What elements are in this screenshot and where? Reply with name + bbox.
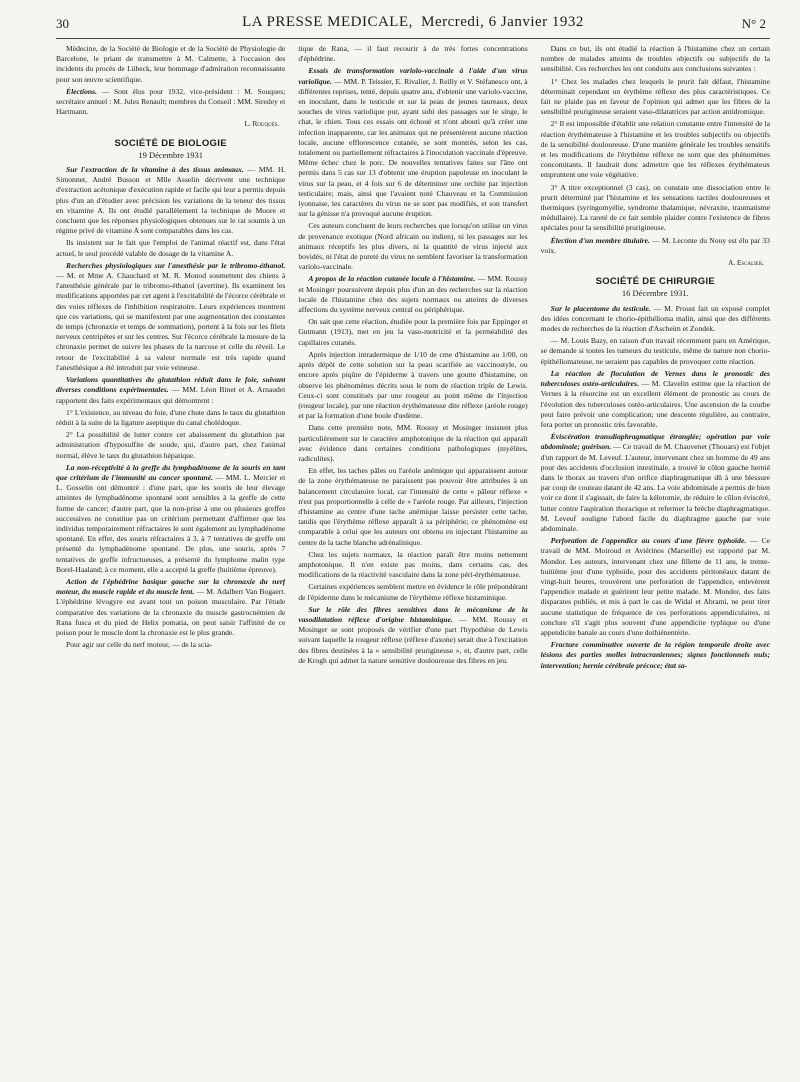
paragraph: Médecine, de la Société de Biologie et de la Société de Physiologie de Barcelone, le priant de transmettre à M. Calmette, à l'occasion des incidents du procès de Lübeck, leur hommage d'admiration reconnaissante pour son œuvre scientifique. (56, 44, 286, 84)
paragraph (56, 463, 285, 575)
paragraph (298, 274, 527, 315)
article-text: — M. Adalbert Van Bogaert. L'éphédrine lévogyre est avant tout un poison musculaire. Par l'étude comparative des variations de la chronaxie du muscle gastrocnémien de Rana fusca et du pied de Helix pomatia, on peut saisir l'affinité de ce poison pour le muscle dont la chronaxie est le plus grande. (56, 587, 286, 637)
paragraph: En effet, les taches pâles ou l'aréole anémique qui apparaissent autour de la zone érythémateuse ne paraissent pas pouvoir être attribuées à un balancement circulatoire local, car l'intensité de cette « pâleur réflexe » n'est pas proportionnelle à celle de « l'aréole rouge. Par ailleurs, l'injection d'histamine au centre d'une tache anémique laisse persister cette tache, tandis que l'érythème réflexe apparaît à sa périphérie; ce phénomène est comparable à celui que les auteurs ont obtenu en injectant l'histamine au centre de la tache blanche adrénalinique. (298, 466, 528, 547)
article-text: — Ce travail de MM. Moiroud et Aviérinos (Marseille) est rapporté par M. Mondor. Les auteurs, intervenant chez une fillette de 11 ans, le trente-huitième jour d'une typhoïde, pour des accidents péritonéaux datant de vingt-huit heures, trouvèrent une perforation de l'appendice, enlevèrent l'appendice malade et guérirent leur petite malade. M. Mondor, des faits disparates publiés, et mis à part le cas de Widal et Abrami, ne peut tirer aucune statistique de fréquence de ces perforations appendiculaires, ni conclure s'il s'agit plus souvent d'une appendicite typhique ou d'une appendicite banale au cours d'une dothiénentérie. (540, 536, 770, 637)
paragraph (541, 536, 770, 638)
article-title: Fracture comminutive ouverte de la région temporale droite avec lésions des parties molles intracraniennes; signes fonctionnels nuls; intervention; hernie cérébrale précoce; état sa- (540, 640, 770, 670)
article-title: Variations quantitatives du glutathion réduit dans le foie, suivant diverses conditions expérimentales. (56, 375, 286, 395)
paragraph: 2° Il est impossible d'établir une relation constante entre l'intensité de la réaction érythémateuse à l'histamine et les troubles subjectifs ou objectifs de la sensibilité douloureuse. D'une manière générale les troubles sensitifs et les modifications de l'érythème réflexe ne sont que des phénomènes concomitants. Il faudrait donc admettre que les réflexes érythémateux empruntent une voie végétative. (540, 119, 770, 180)
column-2 (298, 44, 527, 1074)
paragraph: Dans cette première note, MM. Roussy et Mosinger insistent plus particulièrement sur le caractère amphotonique de la réaction qui apparaît avec évidence dans certaines conditions pathologiques (myélites, radiculites). (298, 423, 528, 463)
paragraph: Chez les sujets normaux, la réaction paraît être moins nettement amphotonique. Il n'en existe pas moins, dans certains cas, des modifications de la réactivité vasculaire dans la zone péri-érythémateuse. (298, 549, 528, 580)
article-text: — M. et Mme A. Chauchard et M. R. Monod soumettent des chiens à l'anesthésie générale par le tribromo-éthanol (avertine). Ils examinent les modifications apportées par cet agent à l'excitabilité de l'écorce cérébrale et des voies réflexes de l'inhibition respiratoire. Leurs expériences montrent que ces variations, qui se manifestent par une augmentation des constantes de temps (chronaxie et temps de sommation), portent à la fois sur les filets nerveux centripètes et sur les centres. Sur l'écorce cérébrale la mesure de la chronaxie permet de suivre les phases de la narcose et celle du réveil. Le retour de l'excitabilité à sa valeur normale est très rapide quand l'anesthésique a été introduit par voie veineuse. (56, 271, 286, 372)
section-date: 19 Décembre 1931 (138, 149, 203, 160)
article-text: — Sont élus pour 1932, vice-président : M. Souques; secrétaire annuel : M. Jules Renault; membres du Conseil : MM. Siredey et Hartmann. (56, 86, 286, 117)
paragraph (541, 369, 770, 430)
paragraph: 3° A titre exceptionnel (3 cas), on constate une dissociation entre le prurit déterminé par l'histamine et les sensations tactiles douloureuses et thermiques (syringomyélie, syndrome thalamique, névraxite, traumatisme médullaire). La rareté de ce fait semble plaider contre l'existence de fibres spéciales pour la sensibilité prurigineuse. (540, 182, 770, 233)
issue-number: N° 2 (741, 16, 766, 31)
issue-date: Mercredi, 6 Janvier 1932 (421, 14, 584, 30)
paragraph: 2° La possibilité de lutter contre cet abaissement du glutathion par administration d'hyposulfite de soude, qui, d'autre part, chez l'animal normal, élève le taux du glutathion hépatique. (56, 430, 286, 460)
article-text: — Ce travail de M. Chauvenet (Thouars) est l'objet d'un rapport de M. Leveuf. L'auteur, intervenant chez un homme de 49 ans pour des accidents d'occlusion intestinale, a trouvé le côlon gauche hernié dans le thorax au travers d'un orifice diaphragmatique dû à une blessure par coup de couteau datant de 42 ans. La voie abdominale a permis de bien voir ce dont il s'agissait, de faire la kélotomie, de réduire le côlon éviscéré, lutter contre l'aspiration thoracique et refermer la brèche diaphragmatique. M. Leveuf souligne l'abord facile du diaphragme gauche par voie abdominale. (540, 442, 770, 533)
newspaper-page (56, 12, 770, 1074)
article-title: La non-réceptivité à la greffe du lymphadénome de la souris en tant que critérium de l'immunité au cancer spontané. (56, 462, 286, 482)
signature: A. Escalier. (728, 259, 764, 268)
article-title: Sur le rôle des fibres sensitives dans le mécanisme de la vasodilatation réflexe d'origine histaminique. (298, 604, 528, 624)
paragraph (298, 605, 527, 666)
article-text: — MM. Roussy et Mosinger se sont proposés de vérifier d'une part l'hypothèse de Lewis suivant laquelle la rougeur réflexe (réflexe d'axone) serait due à l'excitation des fibres destinées à la « sensibilité prurigineuse », et, d'autre part, celle de Krogh qui admet la nature sensitive douloureuse des fibres en jeu. (298, 614, 528, 665)
article-text: — MM. P. Teissier, E. Rivalier, J. Reilly et V. Stéfanesco ont, à différentes reprises, tenté, depuis quatre ans, d'obtenir une variolo-vaccine, en inoculant, dans le testicule et sur la peau de jeunes taureaux, deux souches de virus variolique pur, ayant subi des passages sur le singe, le chat, le chien. Tous ces essais ont échoué et n'ont abouti qu'à créer une infection inapparente, car les animaux qui ne présentèrent aucune réaction locale, aucune efflorescence cutanée, se sont montrés, selon les cas, totalement ou partiellement réfractaires à l'inoculation vaccinale d'épreuve. Même échec chez le porc. De nouvelles tentatives faites sur l'âne ont permis dans 5 cas sur 13 d'obtenir une éruption papuleuse en inoculant le virus sur la peau, et 4 fois sur 6 de déterminer une orchite par injection testiculaire; mais, ainsi que l'avaient noté Chauveau et la Commission lyonnaise, les caractères du virus ne se sont pas modifiés, et son transfert sur la génisse n'a provoqué aucune éruption. (298, 76, 528, 219)
signature: L. Rouquès. (244, 120, 280, 129)
article-title: Sur le placentome du testicule. (550, 303, 651, 313)
paragraph (56, 165, 285, 236)
paragraph: On sait que cette réaction, étudiée pour la première fois par Eppinger et Gutmann (1913), met en jeu la vaso-motricité et la perméabilité des capillaires cutanés. (298, 317, 528, 347)
article-text: — M. Leconte du Nouy est élu par 33 voix. (540, 235, 770, 255)
paragraph: — M. Louis Bazy, en raison d'un travail récemment paru en Amérique, se demande si toutes les tumeurs du testicule, même de nature non chorio-épithéliomateuse, ne seraient pas capables de provoquer cette réaction. (540, 336, 770, 366)
paragraph (56, 375, 285, 406)
paragraph (56, 577, 285, 638)
article-title: Action de l'éphédrine basique gauche sur la chronaxie du nerf moteur, du muscle rapide et du muscle lent. (56, 576, 286, 597)
paragraph: 1° L'existence, au niveau du foie, d'une chute dans le taux du glutathion réduit à la suite de la ligature aseptique du canal cholédoque. (56, 407, 286, 427)
journal-title-line (56, 14, 770, 31)
article-text: — M. Clavelin estime que la réaction de Vernes à la résorcine est un excellent élément de pronostic au cours de l'évolution des tuberculoses ostéo-articulaires. Une ascension de la courbe peut faire prévoir une complication; une descente régulière, au contraire, fera porter un pronostic très favorable. (540, 379, 770, 429)
article-text: — MM. Roussy et Mosinger poursuivent depuis plus d'un an des recherches sur la réaction locale de l'histamine chez des sujets normaux ou atteints de diverses affections du système nerveux central ou périphérique. (298, 274, 528, 315)
paragraph (541, 432, 770, 534)
paragraph: tique de Rana, — il faut recourir à de très fortes concentrations d'éphédrine. (298, 44, 528, 64)
section-title: SOCIÉTÉ DE CHIRURGIE (595, 276, 716, 288)
article-title: Sur l'extraction de la vitamine à des tissus animaux. (66, 165, 244, 175)
article-title: Perforation de l'appendice au cours d'une fièvre typhoïde. (550, 536, 747, 546)
paragraph (298, 66, 527, 219)
journal-name: LA PRESSE MEDICALE, (242, 14, 413, 30)
paragraph: Ils insistent sur le fait que l'emploi de l'animal réactif est, dans l'état actuel, le seul procédé valable de dosage de la vitamine A. (56, 238, 286, 258)
article-text: — MM. L. Mercier et L. Gosselin ont démontré : d'une part, que les souris de leur élevage atteintes de lymphadénome spontané sont sensibles à la greffe de cette forme de cancer; d'autre part, que la non-prise à une ou plusieurs greffes successives ne constitue pas un critérium permettant d'affirmer que les individus temporairement réfractaires le sont également au lymphadénome spontané. En effet, des souris réfractaires à 3, à 7 tentatives de greffe ont présenté du lymphadénome spontané. De plus, une souris, après 7 tentatives de greffe infructueuses, a présenté du lymphome malin type Borel-Haaland; à ce moment, elle a accepté la greffe (huitième épreuve). (56, 472, 286, 574)
article-text: — MM. H. Simonnet, André Busson et Mlle Asselin décrivent une technique d'extraction acétonique d'exécution rapide et facile qui leur a permis depuis plus d'un an d'étudier avec précision les variations de la teneur des tissus en vitamine A. Ils ont étudié parallèlement la technique de Moore et concluent que les réponses physiologiques obtenues sur le rat soumis à un régime privé de vitamine A sont comparables dans les cas. (56, 165, 286, 236)
article-text: — MM. Léon Binet et A. Arnaudet rapportent des faits expérimentaux qui démontrent : (56, 385, 286, 405)
article-title: A propos de la réaction cutanée locale à l'histamine. (308, 274, 476, 284)
page-header (56, 12, 770, 39)
paragraph: Après injection intradermique de 1/10 de cme d'histamine au 1/00, on après dépôt de cette solution sur la peau scarifiée au vaccinostyle, ou encore après piqûre de l'épiderme à travers une goutte d'histamine, on observe les phénomènes décrits sous le nom de réaction triple de Lewis. Ceux-ci sont constitués par une rougeur au point même de l'injection (rougeur locale), par une réaction érythémateuse dite réflexe (aréole rouge) et par la formation d'une boule d'œdème. (298, 349, 528, 421)
article-title: Essais de transformation variolo-vaccinale à l'aide d'un virus variolique. (298, 66, 528, 86)
paragraph (541, 640, 770, 671)
section-title: SOCIÉTÉ DE BIOLOGIE (114, 137, 227, 149)
page-number: 30 (56, 16, 69, 31)
text-columns (56, 44, 770, 1074)
column-1 (56, 44, 285, 1074)
paragraph: Certaines expériences semblent mettre en évidence le rôle prépondérant de l'épiderme dans le mécanisme de l'érythème réflexe histaminique. (298, 582, 528, 602)
paragraph (541, 304, 770, 335)
section-date: 16 Décembre 1931. (621, 288, 689, 299)
paragraph: Dans ce but, ils ont étudié la réaction à l'histamine chez un certain nombre de malades atteints de troubles objectifs ou subjectifs de la sensibilité. Ces recherches les ont conduits aux conclusions suivantes : (540, 44, 770, 74)
article-text: — M. Proust fait un exposé complet des idées concernant le chorio-épithélioma malin, ainsi que des différents modes de recherches de la réaction d'Ascheim et Zondek. (540, 303, 770, 334)
paragraph (56, 261, 285, 373)
article-title: Recherches physiologiques sur l'anesthésie par le tribromo-éthanol. (66, 260, 286, 270)
column-3 (541, 44, 770, 1074)
article-title: La réaction de floculation de Vernes dans le pronostic des tuberculoses ostéo-articulaires. (540, 368, 770, 389)
paragraph: Ces auteurs concluent de leurs recherches que lorsqu'on utilise un virus de provenance exotique (Nord africain ou indien), ni les passages sur les animaux réceptifs les plus divers, ni la quantité de virus injecté aux bovidés, ni l'état de pureté du virus ne semblent favoriser la transformation variolo-vaccinale. (298, 221, 528, 272)
paragraph: Pour agir sur celle du nerf moteur, — de la scia- (66, 640, 213, 650)
article-title: Élection d'un membre titulaire. (550, 235, 650, 245)
paragraph (541, 236, 770, 256)
article-title: Éviscération transdiaphragmatique étranglée; opération par voie abdominale; guérison. (540, 432, 770, 452)
paragraph (56, 87, 285, 118)
article-title: Élections. (66, 86, 98, 96)
paragraph: 1° Chez les malades chez lesquels le prurit fait défaut, l'histamine déterminait cependant un érythème réflexe des plus caractéristiques. Ce fait ne plaide pas en faveur de l'opinion qui admet que les fibres de la sensibilité prurigineuse seraient vaso-dilatatrices par action antidromique. (540, 76, 770, 117)
